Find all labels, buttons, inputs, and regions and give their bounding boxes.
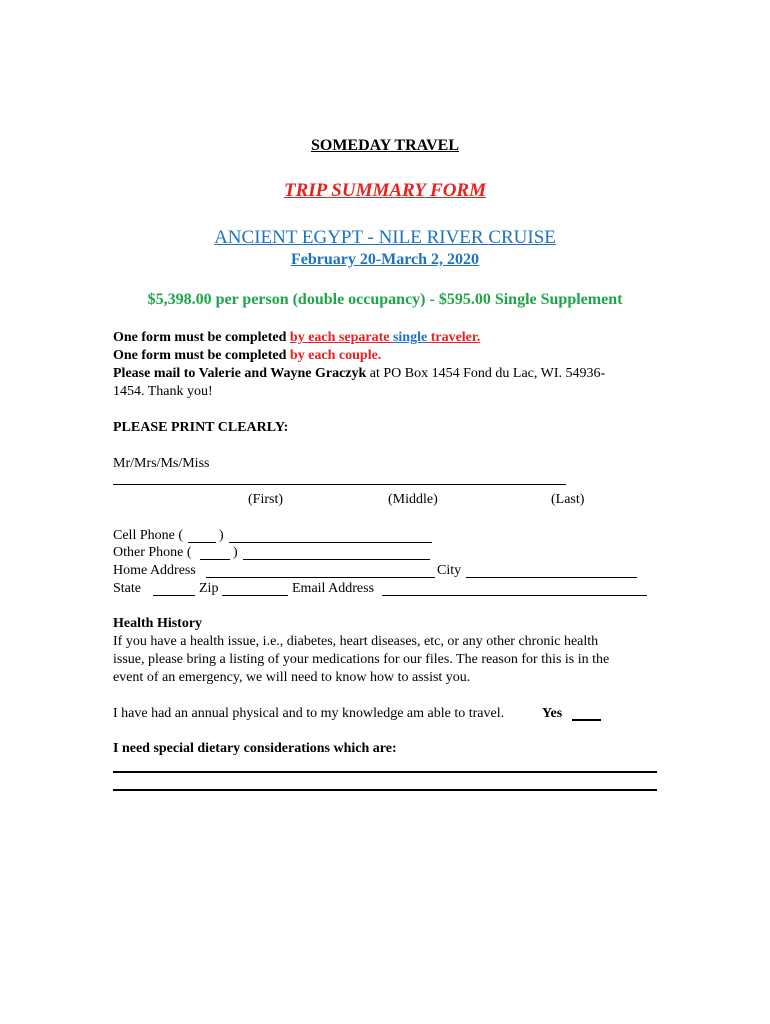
print-clearly-label: PLEASE PRINT CLEARLY:: [113, 420, 289, 435]
city-label: City: [437, 563, 462, 578]
mailing-instruction: [113, 365, 605, 383]
dietary-field-line-1[interactable]: [113, 771, 657, 773]
cell-phone-label: Cell Phone (: [113, 528, 183, 543]
mailing-instruction-cont: 1454. Thank you!: [113, 384, 213, 399]
health-text-line: event of an emergency, we will need to know how to assist you.: [113, 670, 471, 685]
name-field[interactable]: [113, 484, 566, 485]
instruction-line-couple: [113, 347, 381, 365]
form-title: TRIP SUMMARY FORM: [283, 180, 486, 201]
paren-close: ): [219, 528, 224, 543]
yes-label: Yes: [542, 706, 563, 721]
state-field[interactable]: [153, 595, 195, 596]
instruction-highlight: by each couple.: [289, 348, 382, 363]
dietary-field-line-2[interactable]: [113, 789, 657, 791]
email-label: Email Address: [292, 581, 375, 596]
zip-field[interactable]: [222, 595, 288, 596]
instruction-highlight: traveler.: [427, 330, 481, 345]
trip-name: ANCIENT EGYPT - NILE RIVER CRUISE: [214, 227, 556, 248]
email-field[interactable]: [382, 595, 647, 596]
mail-recipient: Please mail to Valerie and Wayne Graczyk: [113, 366, 367, 381]
instruction-highlight: by each separate: [289, 330, 393, 345]
last-name-caption: (Last): [551, 492, 585, 507]
home-address-label: Home Address: [113, 563, 196, 578]
other-phone-label: Other Phone (: [113, 545, 192, 560]
other-phone-number-field[interactable]: [243, 559, 430, 560]
agency-name: SOMEDAY TRAVEL: [310, 137, 460, 154]
paren-close: ): [233, 545, 238, 560]
mail-address: at PO Box 1454 Fond du Lac, WI. 54936-: [366, 366, 606, 381]
price-line: $5,398.00 per person (double occupancy) - $595.00 Single Supplement: [147, 291, 623, 308]
state-label: State: [113, 581, 141, 596]
health-text-line: If you have a health issue, i.e., diabetes, heart diseases, etc, or any other chronic health: [113, 634, 599, 649]
instruction-text: One form must be completed: [113, 330, 290, 345]
instruction-single-word: single: [392, 330, 428, 345]
cell-phone-area-code-field[interactable]: [188, 542, 216, 543]
trip-dates: February 20-March 2, 2020: [290, 251, 480, 268]
city-field[interactable]: [466, 577, 637, 578]
home-address-field[interactable]: [206, 577, 435, 578]
dietary-label: I need special dietary considerations which are:: [113, 741, 397, 756]
instruction-text: One form must be completed: [113, 348, 290, 363]
physical-statement: I have had an annual physical and to my knowledge am able to travel.: [113, 706, 505, 721]
yes-checkbox-field[interactable]: [572, 719, 601, 721]
instruction-line-single: [113, 329, 480, 347]
health-history-heading: Health History: [113, 616, 203, 631]
health-text-line: issue, please bring a listing of your medications for our files. The reason for this is in the: [113, 652, 610, 667]
cell-phone-number-field[interactable]: [229, 542, 432, 543]
middle-name-caption: (Middle): [388, 492, 438, 507]
salutation-label: Mr/Mrs/Ms/Miss: [113, 456, 210, 471]
other-phone-area-code-field[interactable]: [200, 559, 230, 560]
zip-label: Zip: [199, 581, 219, 596]
first-name-caption: (First): [248, 492, 283, 507]
